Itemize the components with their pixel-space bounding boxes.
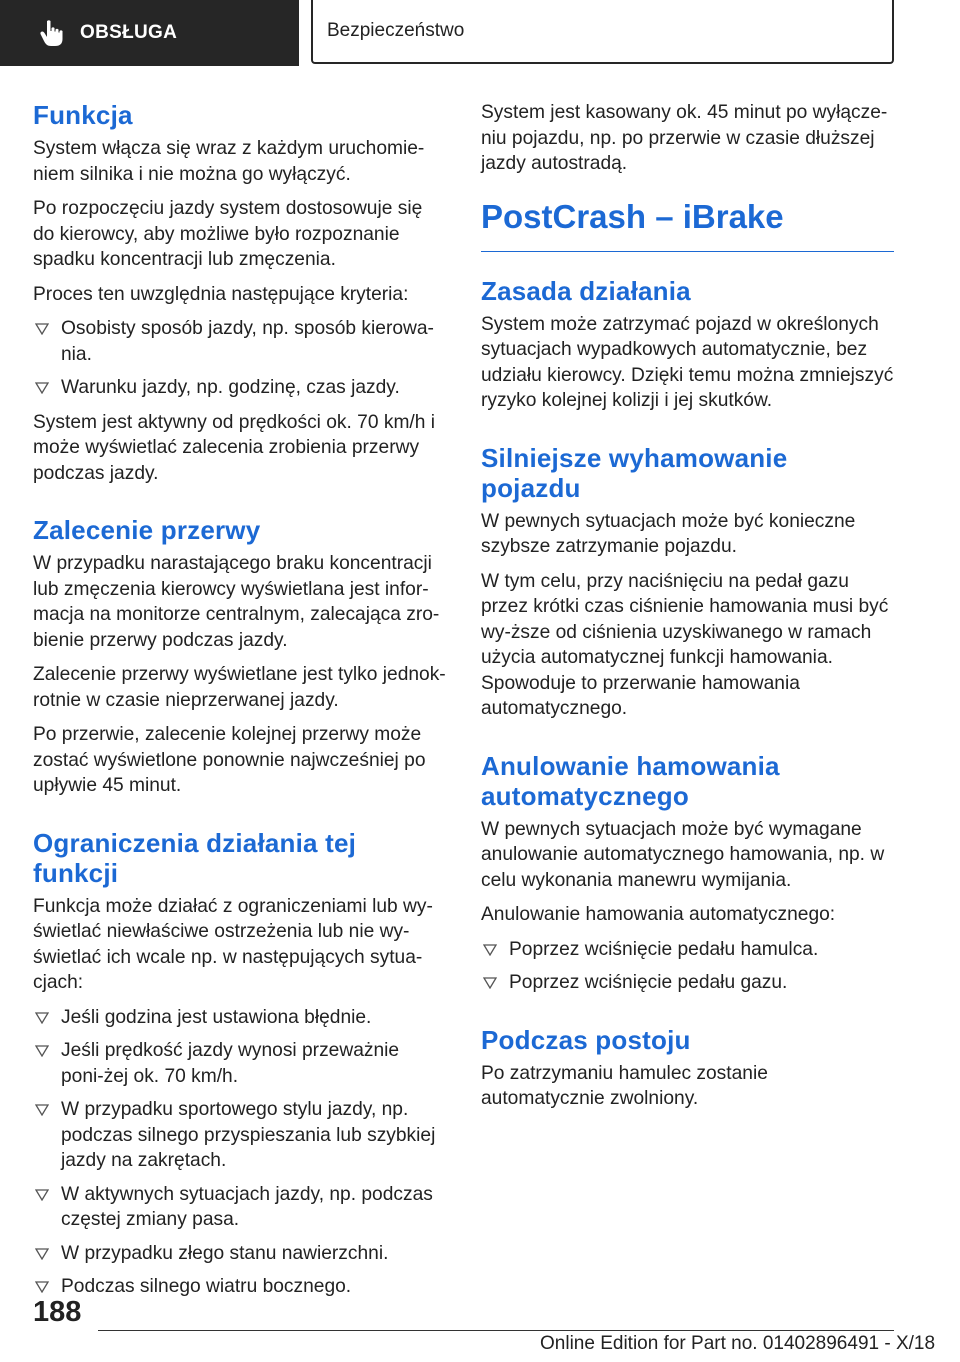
paragraph: W tym celu, przy naciśnięciu na pedał gazu przez krótki czas ciśnienie hamowania musi być wy-ższe od ciśnienia uzyskiwanego w ramach użycia automatycznej funkcji hamowania. Spowoduje to przerwanie hamowania automatycznego.: [481, 570, 889, 719]
list-item: W przypadku złego stanu nawierzchni.: [33, 1241, 446, 1267]
paragraph: Anulowanie hamowania automatycznego:: [481, 904, 836, 925]
paragraph: W pewnych sytuacjach może być wymagane anulowanie automatycznego hamowania, np. w celu wykonania manewru wymijania.: [481, 818, 885, 891]
triangle-bullet-icon: [35, 1281, 49, 1293]
triangle-bullet-icon: [35, 1248, 49, 1260]
paragraph: Funkcja może działać z ograniczeniami lub wy-świetlać niewłaściwe ostrzeżenia lub nie wy-świetlać ich wcale np. w następujących sytua-cjach:: [33, 895, 433, 993]
paragraph: Po rozpoczęciu jazdy system dostosowuje się do kierowcy, aby możliwe było rozpoznanie spadku koncentracji lub zmęczenia.: [33, 198, 423, 270]
right-column: [481, 100, 894, 1121]
heading-silniejsze: Silniejsze wyhamowanie pojazdu: [481, 442, 788, 503]
triangle-bullet-icon: [35, 1012, 49, 1024]
heading-zalecenie: Zalecenie przerwy: [33, 515, 261, 545]
heading-anulowanie: Anulowanie hamowania automatycznego: [481, 750, 780, 811]
list-item: W aktywnych sytuacjach jazdy, np. podczas częstej zmiany pasa.: [33, 1182, 446, 1233]
list-item: Poprzez wciśnięcie pedału hamulca.: [481, 937, 894, 963]
page-number: 188: [33, 1296, 82, 1328]
section-tab: [0, 0, 299, 66]
footer-divider: [98, 1330, 894, 1331]
list-item: Poprzez wciśnięcie pedału gazu.: [481, 970, 894, 996]
heading-postcrash-ibrake: PostCrash – iBrake: [481, 197, 894, 252]
paragraph: W przypadku narastającego braku koncentracji lub zmęczenia kierowcy wyświetlana jest infor-macja na monitorze centralnym, zalecająca zro-bienie przerwy podczas jazdy.: [33, 553, 440, 651]
paragraph: Po zatrzymaniu hamulec zostanie automatycznie zwolniony.: [481, 1062, 768, 1109]
heading-postoj: Podczas postoju: [481, 1024, 691, 1055]
triangle-bullet-icon: [483, 977, 497, 989]
left-column: [33, 100, 446, 1309]
paragraph: Po przerwie, zalecenie kolejnej przerwy może zostać wyświetlone ponownie najwcześniej po upływie 45 minut.: [33, 724, 426, 796]
edition-note: Online Edition for Part no. 01402896491 - X/18: [540, 1333, 936, 1354]
triangle-bullet-icon: [35, 382, 49, 394]
list-item: Jeśli godzina jest ustawiona błędnie.: [33, 1005, 446, 1031]
triangle-bullet-icon: [35, 1189, 49, 1201]
section-label: OBSŁUGA: [80, 22, 178, 43]
cancel-list: [481, 937, 894, 996]
list-item: Jeśli prędkość jazdy wynosi przeważnie poni-żej ok. 70 km/h.: [33, 1038, 446, 1089]
list-item: W przypadku sportowego stylu jazdy, np. podczas silnego przyspieszania lub szybkiej jazdy na zakrętach.: [33, 1097, 446, 1174]
paragraph: System jest aktywny od prędkości ok. 70 km/h i może wyświetlać zalecenia zrobienia przerwy podczas jazdy.: [33, 411, 436, 484]
list-item: Osobisty sposób jazdy, np. sposób kierowa-nia.: [33, 316, 446, 367]
heading-ograniczenia: Ograniczenia działania tej funkcji: [33, 827, 357, 888]
triangle-bullet-icon: [35, 1045, 49, 1057]
heading-zasada: Zasada działania: [481, 275, 691, 306]
paragraph: Zalecenie przerwy wyświetlane jest tylko jednok-rotnie w czasie nieprzerwanej jazdy.: [33, 664, 446, 711]
triangle-bullet-icon: [483, 944, 497, 956]
hand-pointer-icon: [36, 18, 66, 48]
page-header: [0, 0, 960, 66]
list-item: Podczas silnego wiatru bocznego.: [33, 1274, 446, 1300]
paragraph: W pewnych sytuacjach może być konieczne szybsze zatrzymanie pojazdu.: [481, 510, 856, 557]
heading-funkcja: Funkcja: [33, 100, 133, 130]
paragraph: System włącza się wraz z każdym uruchomie-niem silnika i nie można go wyłączyć.: [33, 138, 425, 185]
list-item: Warunku jazdy, np. godzinę, czas jazdy.: [33, 375, 446, 401]
triangle-bullet-icon: [35, 1104, 49, 1116]
chapter-label: Bezpieczeństwo: [327, 20, 465, 41]
triangle-bullet-icon: [35, 323, 49, 335]
chapter-tab: [311, 0, 894, 64]
paragraph: Proces ten uwzględnia następujące kryteria:: [33, 283, 409, 305]
limitations-list: [33, 1005, 446, 1300]
paragraph: System może zatrzymać pojazd w określonych sytuacjach wypadkowych automatycznie, bez udziału kierowcy. Dzięki temu można zmniejszyć ryzyko kolejnej kolizji i jej skutków.: [481, 313, 894, 411]
paragraph: System jest kasowany ok. 45 minut po wyłącze-niu pojazdu, np. po przerwie w czasie dłuższej jazdy autostradą.: [481, 102, 888, 174]
criteria-list: [33, 316, 446, 401]
